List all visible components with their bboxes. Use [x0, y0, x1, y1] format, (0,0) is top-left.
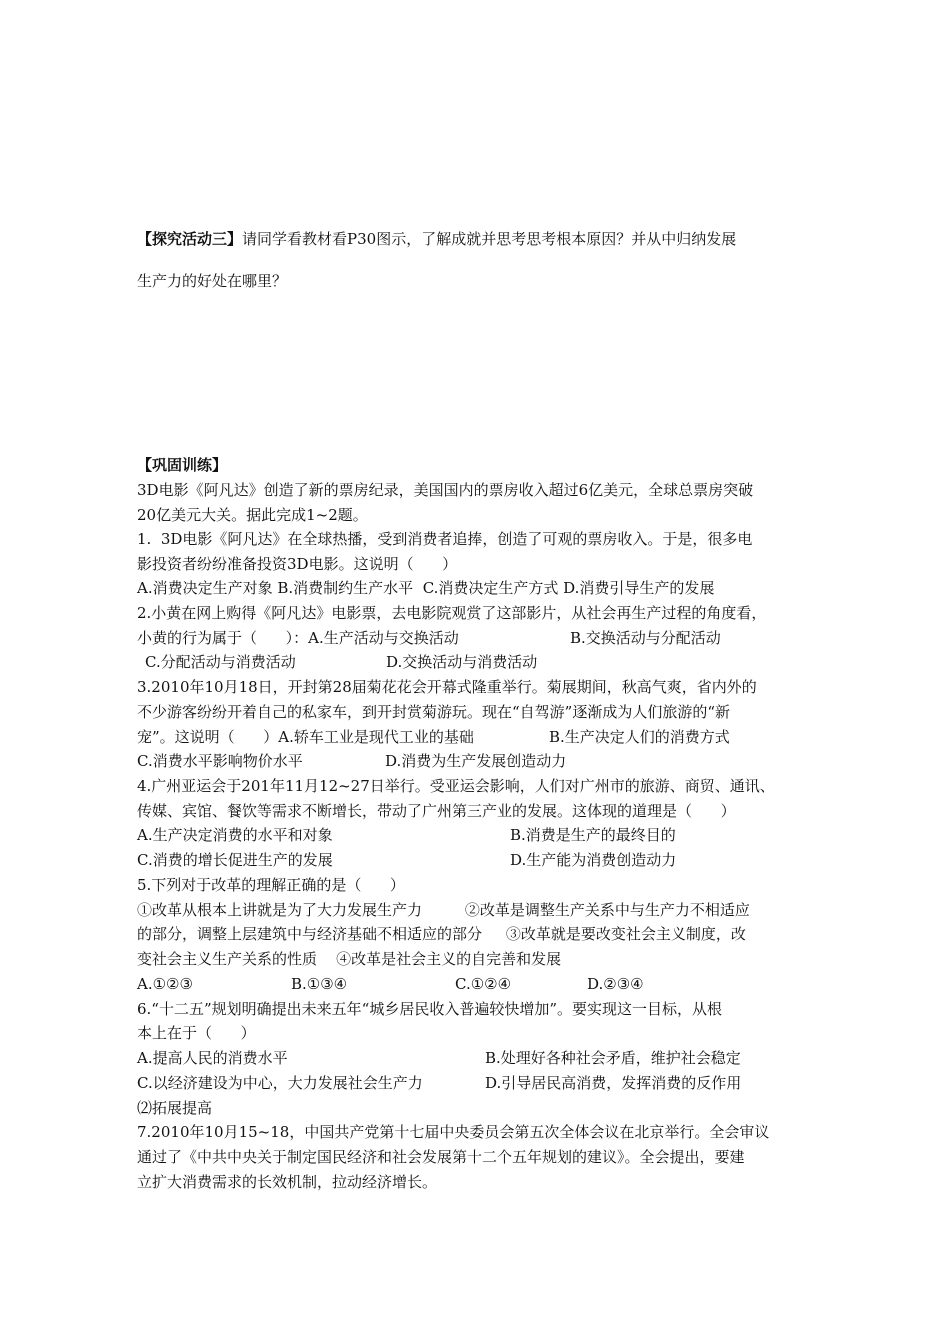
q6-option-a: A.提高人民的消费水平: [137, 1049, 288, 1067]
q5-options: [137, 975, 837, 993]
q5-option-b: B.①③④: [291, 975, 348, 993]
q3-line2: 不少游客纷纷开着自己的私家车，到开封赏菊游玩。现在“自驾游”逐渐成为人们旅游的“新: [137, 703, 731, 721]
q2-line1: 2.小黄在网上购得《阿凡达》电影票，去电影院观赏了这部影片，从社会再生产过程的角度看，: [137, 604, 767, 622]
q2-option-d: D.交换活动与消费活动: [386, 653, 538, 671]
q5-line4: 变社会主义生产关系的性质 ④改革是社会主义的自完善和发展: [137, 950, 562, 968]
q2-line2-a: 小黄的行为属于（ ）：A.生产活动与交换活动: [137, 629, 459, 647]
intro-line2: 20亿美元大关。据此完成1~2题。: [137, 506, 368, 524]
q2-option-b: B.交换活动与分配活动: [570, 629, 721, 647]
q5-option-a: A.①②③: [137, 975, 193, 993]
q1-line2: 影投资者纷纷准备投资3D电影。这说明（ ）: [137, 555, 458, 573]
q6-option-d: D.引导居民高消费，发挥消费的反作用: [485, 1074, 742, 1092]
q4-line2: 传媒、宾馆、餐饮等需求不断增长，带动了广州第三产业的发展。这体现的道理是（ ）: [137, 802, 736, 820]
q6-options-row2: [137, 1074, 837, 1092]
q6-line2: 本上在于（ ）: [137, 1024, 256, 1042]
section-extension-title: ⑵拓展提高: [137, 1099, 213, 1117]
q3-option-a: 宠”。这说明（ ）A.轿车工业是现代工业的基础: [137, 728, 474, 746]
q2-line2: [137, 629, 837, 647]
q3-line1: 3.2010年10月18日，开封第28届菊花花会开幕式隆重举行。菊展期间，秋高气爽，省内外的: [137, 678, 757, 696]
q3-line3: [137, 728, 837, 746]
q4-option-b: B.消费是生产的最终目的: [510, 826, 676, 844]
q2-line3: [145, 653, 845, 671]
q3-option-c: C.消费水平影响物价水平: [137, 752, 303, 770]
q5-line3: 的部分，调整上层建筑中与经济基础不相适应的部分 ③改革就是要改变社会主义制度，改: [137, 925, 746, 943]
q4-option-d: D.生产能为消费创造动力: [510, 851, 677, 869]
q4-option-c: C.消费的增长促进生产的发展: [137, 851, 333, 869]
q6-option-c: C.以经济建设为中心，大力发展社会生产力: [137, 1074, 423, 1092]
q6-option-b: B.处理好各种社会矛盾，维护社会稳定: [485, 1049, 741, 1067]
q4-options-row2: [137, 851, 837, 869]
q2-option-c: C.分配活动与消费活动: [145, 653, 296, 671]
q5-option-d: D.②③④: [587, 975, 644, 993]
activity3-line1: [137, 230, 736, 248]
q6-options-row1: [137, 1049, 837, 1067]
q3-option-b: B.生产决定人们的消费方式: [549, 728, 730, 746]
q4-line1: 4.广州亚运会于201年11月12~27日举行。受亚运会影响，人们对广州市的旅游、商贸、通讯、: [137, 777, 775, 795]
q5-line2: ①改革从根本上讲就是为了大力发展生产力 ②改革是调整生产关系中与生产力不相适应: [137, 901, 750, 919]
q4-options-row1: [137, 826, 837, 844]
q7-line3: 立扩大消费需求的长效机制，拉动经济增长。: [137, 1173, 438, 1191]
activity3-title: 【探究活动三】: [137, 230, 243, 248]
q6-line1: 6.“十二五”规划明确提出未来五年“城乡居民收入普遍较快增加”。要实现这一目标，从根: [137, 1000, 722, 1018]
activity3-text: 请同学看教材看P30图示，了解成就并思考思考根本原因？并从中归纳发展: [242, 230, 737, 248]
q3-line4: [137, 752, 837, 770]
q1-line1: 1. 3D电影《阿凡达》在全球热播，受到消费者追捧，创造了可观的票房收入。于是，很多电: [137, 530, 753, 548]
q1-options: A.消费决定生产对象 B.消费制约生产水平 C.消费决定生产方式 D.消费引导生产的发展: [137, 579, 715, 597]
q5-line1: 5.下列对于改革的理解正确的是（ ）: [137, 876, 405, 894]
practice-title: 【巩固训练】: [137, 456, 228, 474]
q3-option-d: D.消费为生产发展创造动力: [385, 752, 567, 770]
q5-option-c: C.①②④: [455, 975, 512, 993]
q7-line1: 7.2010年10月15~18，中国共产党第十七届中央委员会第五次全体会议在北京举行。全会审议: [137, 1123, 770, 1141]
activity3-line2: 生产力的好处在哪里？: [137, 272, 288, 290]
intro-line1: 3D电影《阿凡达》创造了新的票房纪录，美国国内的票房收入超过6亿美元，全球总票房突破: [137, 481, 754, 499]
q7-line2: 通过了《中共中央关于制定国民经济和社会发展第十二个五年规划的建议》。全会提出，要建: [137, 1148, 745, 1166]
q4-option-a: A.生产决定消费的水平和对象: [137, 826, 333, 844]
